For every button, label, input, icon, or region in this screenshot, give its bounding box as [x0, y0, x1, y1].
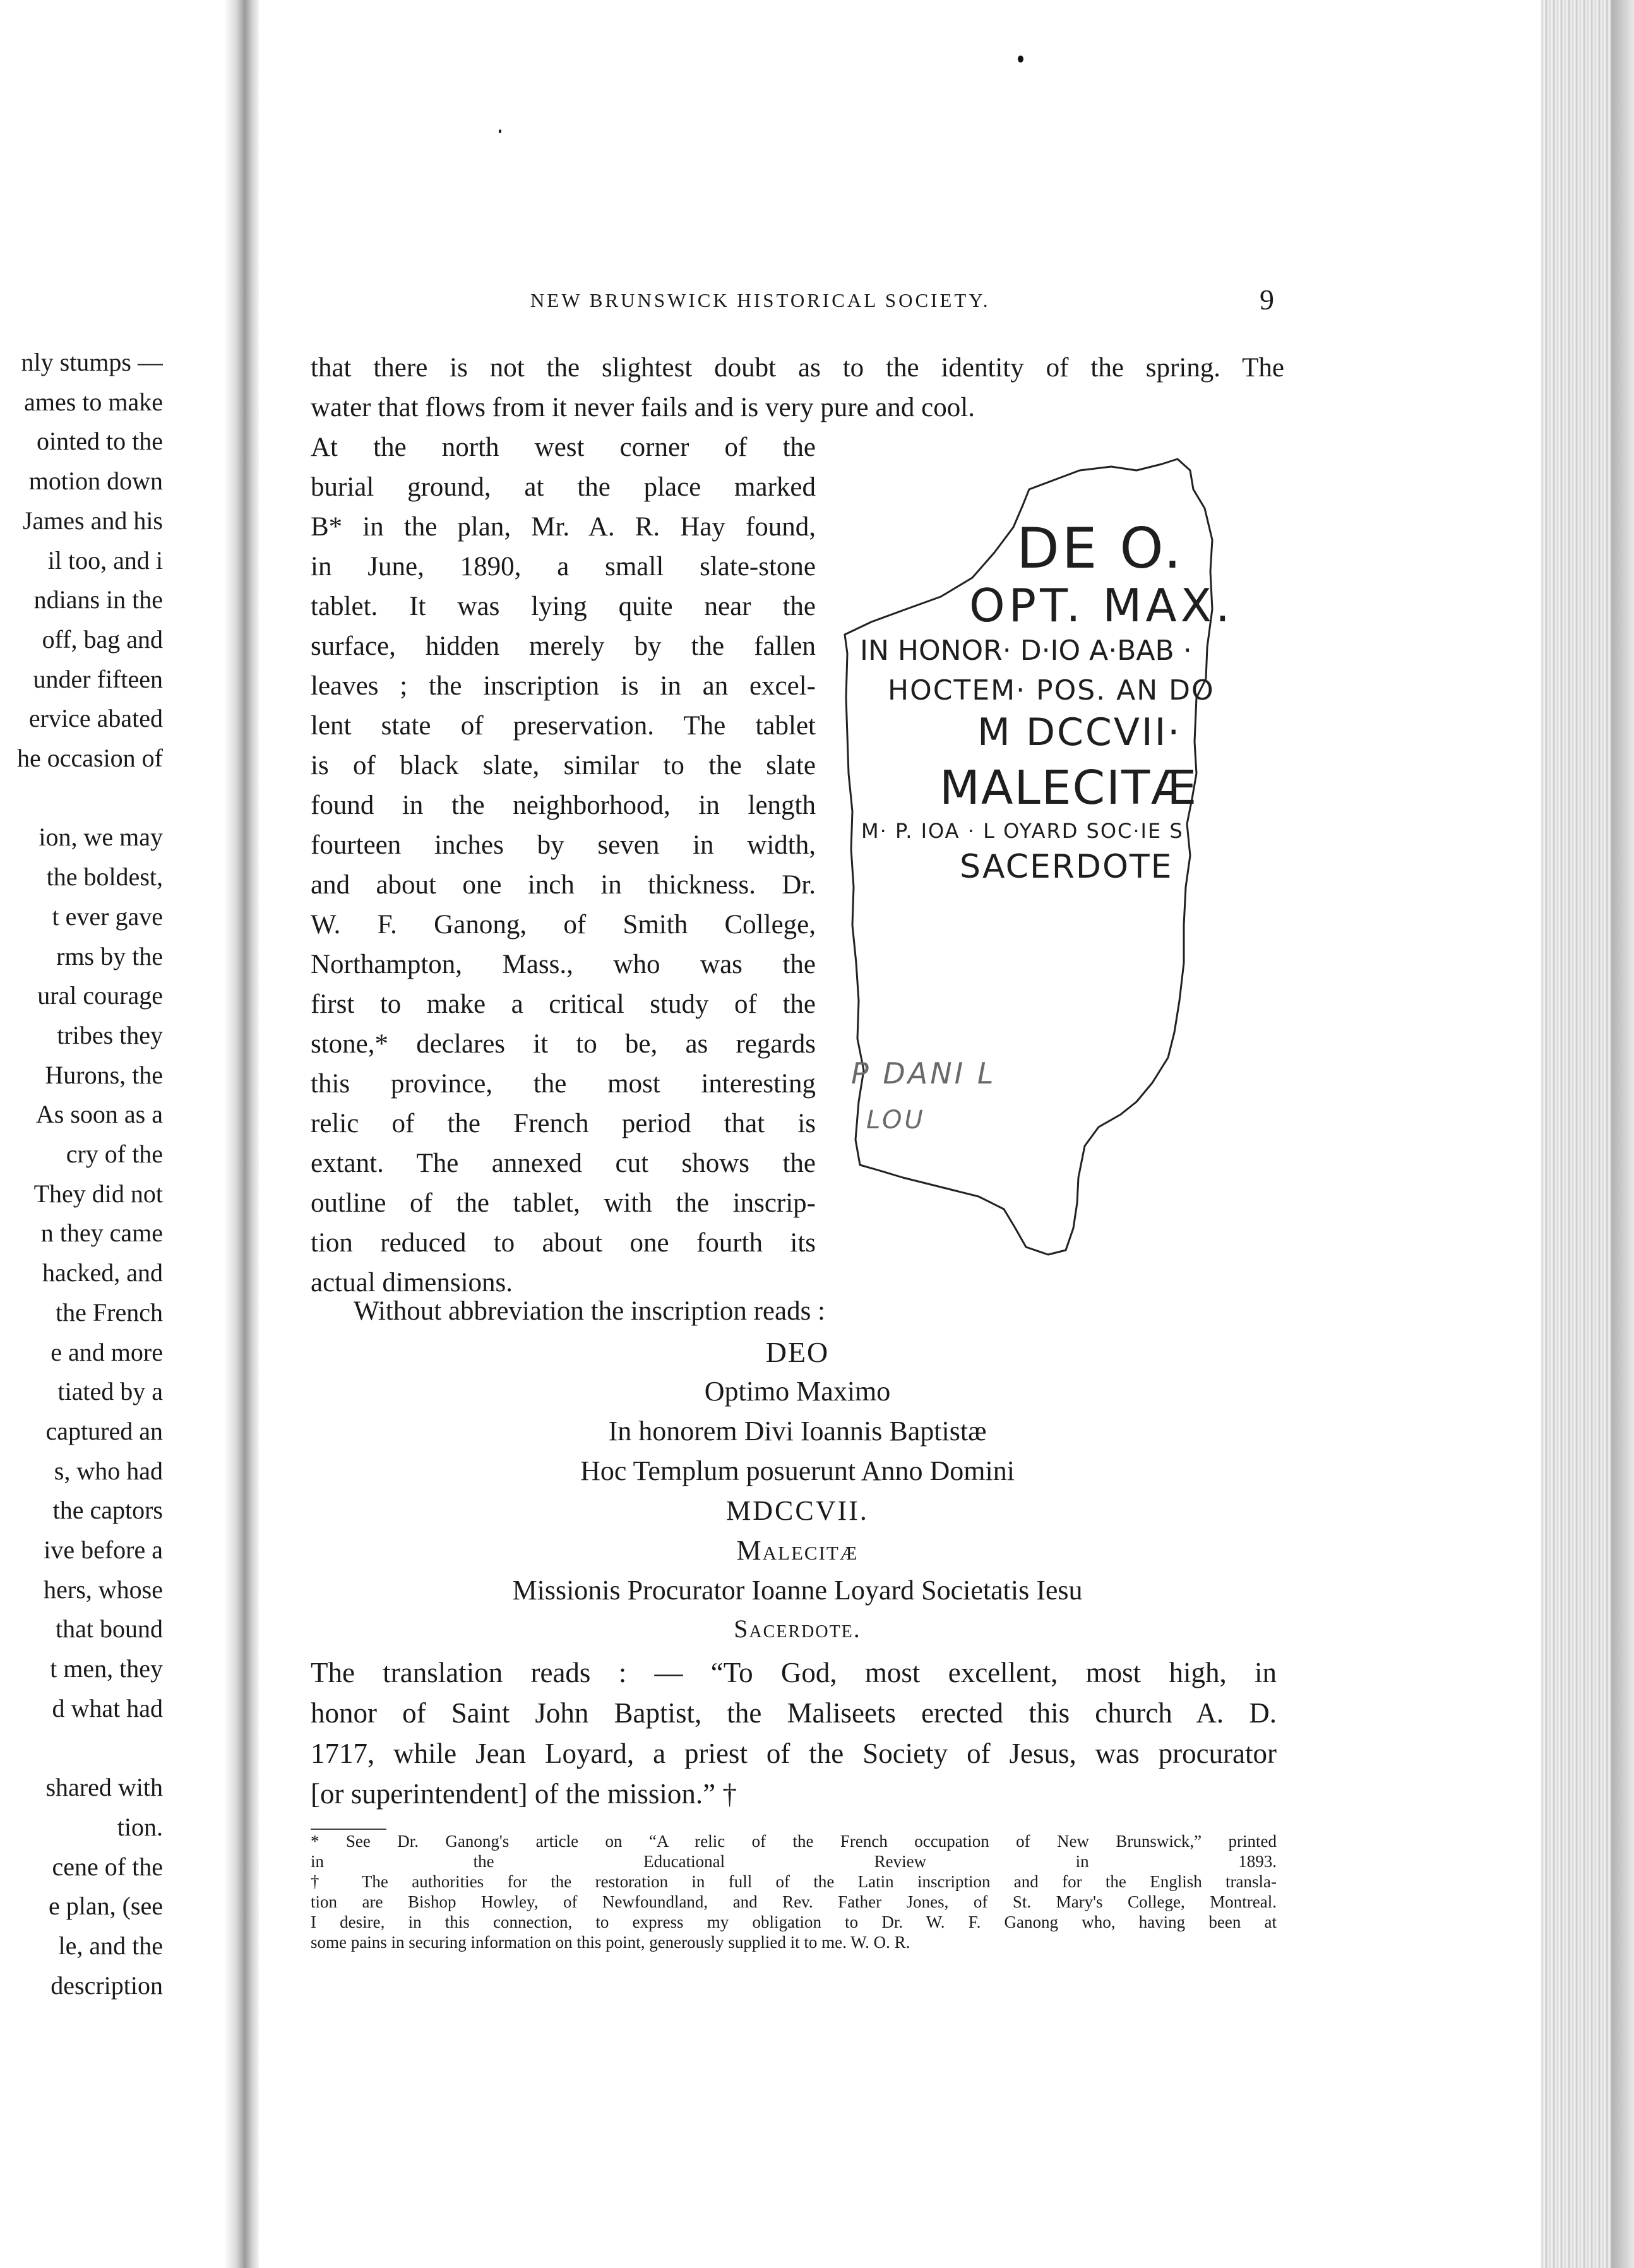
footnote-line: * See Dr. Ganong's article on “A relic of the French occupation of New Brunswick,” printed: [311, 1832, 1277, 1851]
text-line: and about one inch in thickness. Dr.: [311, 870, 816, 900]
tablet-faint-mark: P DANI L: [851, 1056, 996, 1090]
left-page-line: t ever gave: [52, 902, 163, 931]
footnote-rule: [311, 1829, 386, 1830]
left-page-line: ndians in the: [33, 585, 163, 614]
left-page-line: tribes they: [57, 1020, 163, 1049]
tablet-line: SACERDOTE: [960, 848, 1173, 886]
inscription-line: Hoc Templum posuerunt Anno Domini: [580, 1455, 1015, 1486]
text-line: is of black slate, similar to the slate: [311, 751, 816, 780]
text-line: tion reduced to about one fourth its: [311, 1228, 816, 1258]
page-number: 9: [1260, 284, 1274, 316]
text-line: lent state of preservation. The tablet: [311, 711, 816, 741]
text-line: stone,* declares it to be, as regards: [311, 1029, 816, 1059]
translation-line: The translation reads : — “To God, most excellent, most high, in: [311, 1657, 1277, 1688]
text-line: found in the neighborhood, in length: [311, 791, 816, 820]
inscription-line: MDCCVII.: [726, 1495, 869, 1526]
left-page-line: description: [51, 1971, 163, 2000]
left-page-line: the French: [56, 1298, 163, 1327]
tablet-line: IN HONOR· D·IO A·BAB ·: [860, 635, 1192, 667]
left-page-line: n they came: [40, 1219, 163, 1248]
text-line: outline of the tablet, with the inscrip-: [311, 1188, 816, 1218]
page-edge-shadow: [1611, 0, 1634, 2268]
print-speck: [1018, 56, 1023, 63]
left-page-line: tion.: [117, 1812, 163, 1841]
text-line: At the north west corner of the: [311, 433, 816, 462]
tablet-line: OPT. MAX.: [969, 579, 1234, 632]
text-line: fourteen inches by seven in width,: [311, 830, 816, 860]
text-line: actual dimensions.: [311, 1268, 513, 1298]
text-line: this province, the most interesting: [311, 1069, 816, 1099]
left-page-line: James and his: [22, 506, 163, 535]
left-page-line: ural courage: [37, 981, 163, 1010]
footnote-line: I desire, in this connection, to express my obligation to Dr. W. F. Ganong who, having been at: [311, 1913, 1277, 1931]
left-page-line: the captors: [52, 1496, 163, 1525]
footnote-line: tion are Bishop Howley, of Newfoundland, and Rev. Father Jones, of St. Mary's College, Montreal.: [311, 1892, 1277, 1911]
inscription-intro: Without abbreviation the inscription reads :: [354, 1296, 825, 1326]
left-page-line: cry of the: [66, 1140, 163, 1168]
inscription-line: In honorem Divi Ioannis Baptistæ: [608, 1416, 987, 1447]
text-line: first to make a critical study of the: [311, 989, 816, 1019]
left-page-line: cene of the: [52, 1852, 163, 1881]
left-page-line: that bound: [56, 1614, 163, 1644]
inscription-line: DEO: [765, 1336, 830, 1368]
book-gutter: [224, 0, 259, 2268]
left-page-line: ames to make: [24, 387, 163, 416]
translation-paragraph: [311, 1652, 1277, 1814]
left-page-line: hers, whose: [44, 1575, 163, 1604]
inscription-line: Missionis Procurator Ioanne Loyard Societatis Iesu: [512, 1575, 1083, 1606]
left-page-line: ion, we may: [39, 823, 163, 852]
footnote-line: † The authorities for the restoration in full of the Latin inscription and for the English transla-: [311, 1872, 1277, 1891]
left-page-line: off, bag and: [42, 624, 163, 654]
tablet-figure: [833, 445, 1282, 1279]
left-page-line: captured an: [45, 1416, 163, 1445]
translation-line: honor of Saint John Baptist, the Maliseets erected this church A. D.: [311, 1697, 1277, 1729]
left-page-line: shared with: [45, 1773, 163, 1802]
left-page-line: As soon as a: [35, 1100, 163, 1129]
running-title: NEW BRUNSWICK HISTORICAL SOCIETY.: [530, 289, 991, 311]
left-page-line: the boldest,: [46, 862, 163, 892]
left-page-line: ervice abated: [28, 704, 163, 733]
left-page-line: s, who had: [54, 1456, 163, 1485]
left-page-line: ointed to the: [37, 427, 163, 456]
left-page-line: They did not: [33, 1179, 163, 1208]
text-line: Northampton, Mass., who was the: [311, 950, 816, 979]
paragraph-spring: [311, 348, 1284, 427]
left-page-line: hacked, and: [42, 1258, 163, 1287]
footnote-line: in the Educational Review in 1893.: [311, 1852, 1277, 1871]
left-page-line: e plan, (see: [48, 1892, 163, 1921]
tablet-line: DE O.: [1017, 516, 1184, 581]
left-page-line: il too, and i: [47, 546, 163, 575]
tablet-line: M· P. IOA · L OYARD SOC·IE S: [861, 819, 1184, 843]
tablet-line: MALECITÆ: [939, 761, 1198, 815]
left-page-line: motion down: [28, 467, 163, 496]
left-page-line: ive before a: [44, 1536, 163, 1564]
translation-line: [or superintendent] of the mission.” †: [311, 1778, 737, 1810]
left-page-line: le, and the: [58, 1931, 163, 1960]
text-line: water that flows from it never fails and is very pure and cool.: [311, 393, 975, 422]
tablet-faint-mark: LOU: [866, 1106, 926, 1135]
inscription-line: Malecitæ: [736, 1535, 859, 1566]
text-line: extant. The annexed cut shows the: [311, 1149, 816, 1178]
tablet-line: M DCCVII·: [977, 710, 1182, 755]
inscription-line: Sacerdote.: [734, 1614, 861, 1643]
translation-line: 1717, while Jean Loyard, a priest of the Society of Jesus, was procurator: [311, 1738, 1277, 1769]
text-line: in June, 1890, a small slate-stone: [311, 552, 816, 582]
left-page-line: Hurons, the: [45, 1060, 163, 1089]
footnote-line: some pains in securing information on this point, generously supplied it to me. W. O. R.: [311, 1933, 910, 1952]
text-line: that there is not the slightest doubt as to the identity of the spring. The: [311, 353, 1284, 383]
print-speck: [499, 129, 501, 133]
left-page-line: t men, they: [50, 1654, 163, 1683]
left-page-line: e and more: [51, 1337, 163, 1366]
left-page-line: rms by the: [56, 941, 163, 970]
text-line: relic of the French period that is: [311, 1109, 816, 1138]
left-page-line: nly stumps —: [21, 348, 163, 376]
left-page-fragments: [0, 0, 163, 2268]
left-page-line: he occasion of: [16, 744, 163, 772]
text-line: tablet. It was lying quite near the: [311, 592, 816, 621]
left-page-line: tiated by a: [57, 1377, 163, 1406]
paragraph-tablet-description: [311, 427, 816, 1303]
text-line: W. F. Ganong, of Smith College,: [311, 910, 816, 940]
text-line: leaves ; the inscription is in an excel-: [311, 671, 816, 701]
left-page-line: d what had: [52, 1693, 163, 1722]
text-line: burial ground, at the place marked: [311, 472, 816, 502]
text-line: B* in the plan, Mr. A. R. Hay found,: [311, 512, 816, 542]
inscription-line: Optimo Maximo: [704, 1376, 891, 1407]
text-line: surface, hidden merely by the fallen: [311, 631, 816, 661]
tablet-line: HOCTEM· POS. AN DO: [888, 674, 1215, 707]
footnotes: [311, 1831, 1277, 1952]
left-page-line: under fifteen: [33, 664, 163, 693]
